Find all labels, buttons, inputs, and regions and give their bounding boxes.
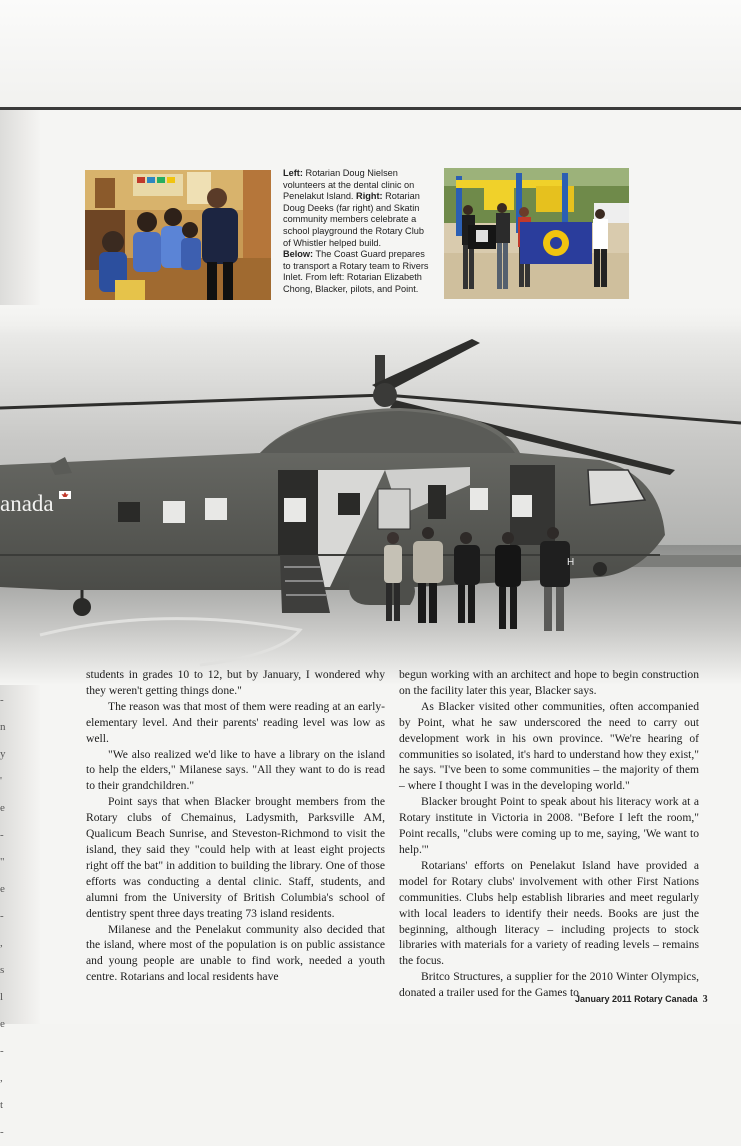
facing-page-bleed: - n y ' e - " e - , s l e - , t - [0,694,6,1138]
helicopter-canada-lettering: anada [0,491,54,516]
caption-left-text: Rotarian Doug Nielsen volunteers at the dental clinic on Penelakut Island. [283,168,415,202]
article-column-left [86,667,385,985]
footer-page-number: 3 [702,994,708,1005]
svg-text:H: H [567,557,575,568]
classroom-photo [85,170,271,300]
article-paragraph: Rotarians' efforts on Penelakut Island have provided a model for Rotary clubs' involvement with other First Nations communities. Clubs help establish libraries and meet regularly with local leaders to identify their needs. Books are just the beginning, although literacy – including projects to stock libraries with materials for a variety of reading levels – remains the focus. [399,858,699,968]
article-paragraph: As Blacker visited other communities, often accompanied by Point, what he saw underscored the need to carry out development work in his own province. "We're hearing of communities so isolated, it's hard to understand how they exist," he says. "I've been to some communities – the majority of them – where I thought I was in the developing world." [399,699,699,793]
article-paragraph: students in grades 10 to 12, but by January, I wondered why they weren't getting things done." [86,668,385,697]
page-footer [575,994,708,1005]
article-paragraph: The reason was that most of them were reading at an early-elementary level. And their parents' reading level was low as well. [86,699,385,745]
footer-magazine: Rotary Canada [634,994,698,1004]
helicopter-photo [0,305,741,685]
article-paragraph: Blacker brought Point to speak about his literacy work at a Rotary institute in Victoria in 2008. "Before I left the room," Point recalls, "clubs were coming up to me, saying, 'We want to help.'" [399,795,699,856]
caption-below-label: Below: [283,249,314,260]
caption-right-label: Right: [353,191,383,202]
caption-below-text: The Coast Guard prepares to transport a Rotary team to Rivers Inlet. From left: Rotarian Elizabeth Chong, Blacker, pilots, and Point. [283,249,429,294]
article-paragraph: Britco Structures, a supplier for the 2010 Winter Olympics, donated a trailer used for the Games to [399,970,699,1000]
scan-margin [0,0,741,108]
article-paragraph: Point says that when Blacker brought members from the Rotary clubs of Chemainus, Ladysmith, Parksville AM, Qualicum Beach Sunrise, and Steveston-Richmond to visit the island, they said they "could help with at least eight projects right off the bat" in addition to building the library. One of those efforts was conducting a dental clinic. Staff, students, and alumni from the University of British Columbia's school of dentistry spent three days treating 73 island residents. [86,795,385,920]
photo-caption [283,168,433,296]
caption-right-text: Rotarian Doug Deeks (far right) and Skatin community members celebrate a school playground the Rotary Club of Whistler helped build. [283,191,424,248]
article-paragraph: "We also realized we'd like to have a library on the island to help the elders," Milanese says. "All they want to do is read to their grandchildren." [86,747,385,793]
footer-date: January 2011 [575,994,632,1004]
article-column-right [399,667,699,1001]
caption-left-label: Left: [283,168,303,178]
article-paragraph: Milanese and the Penelakut community also decided that the island, where most of the population is on public assistance and young people are unable to find work, needed a youth centre. Rotarians and local residents have [86,922,385,984]
playground-photo [444,168,629,299]
article-paragraph: begun working with an architect and hope to begin construction on the facility later this year, Blacker says. [399,668,699,697]
